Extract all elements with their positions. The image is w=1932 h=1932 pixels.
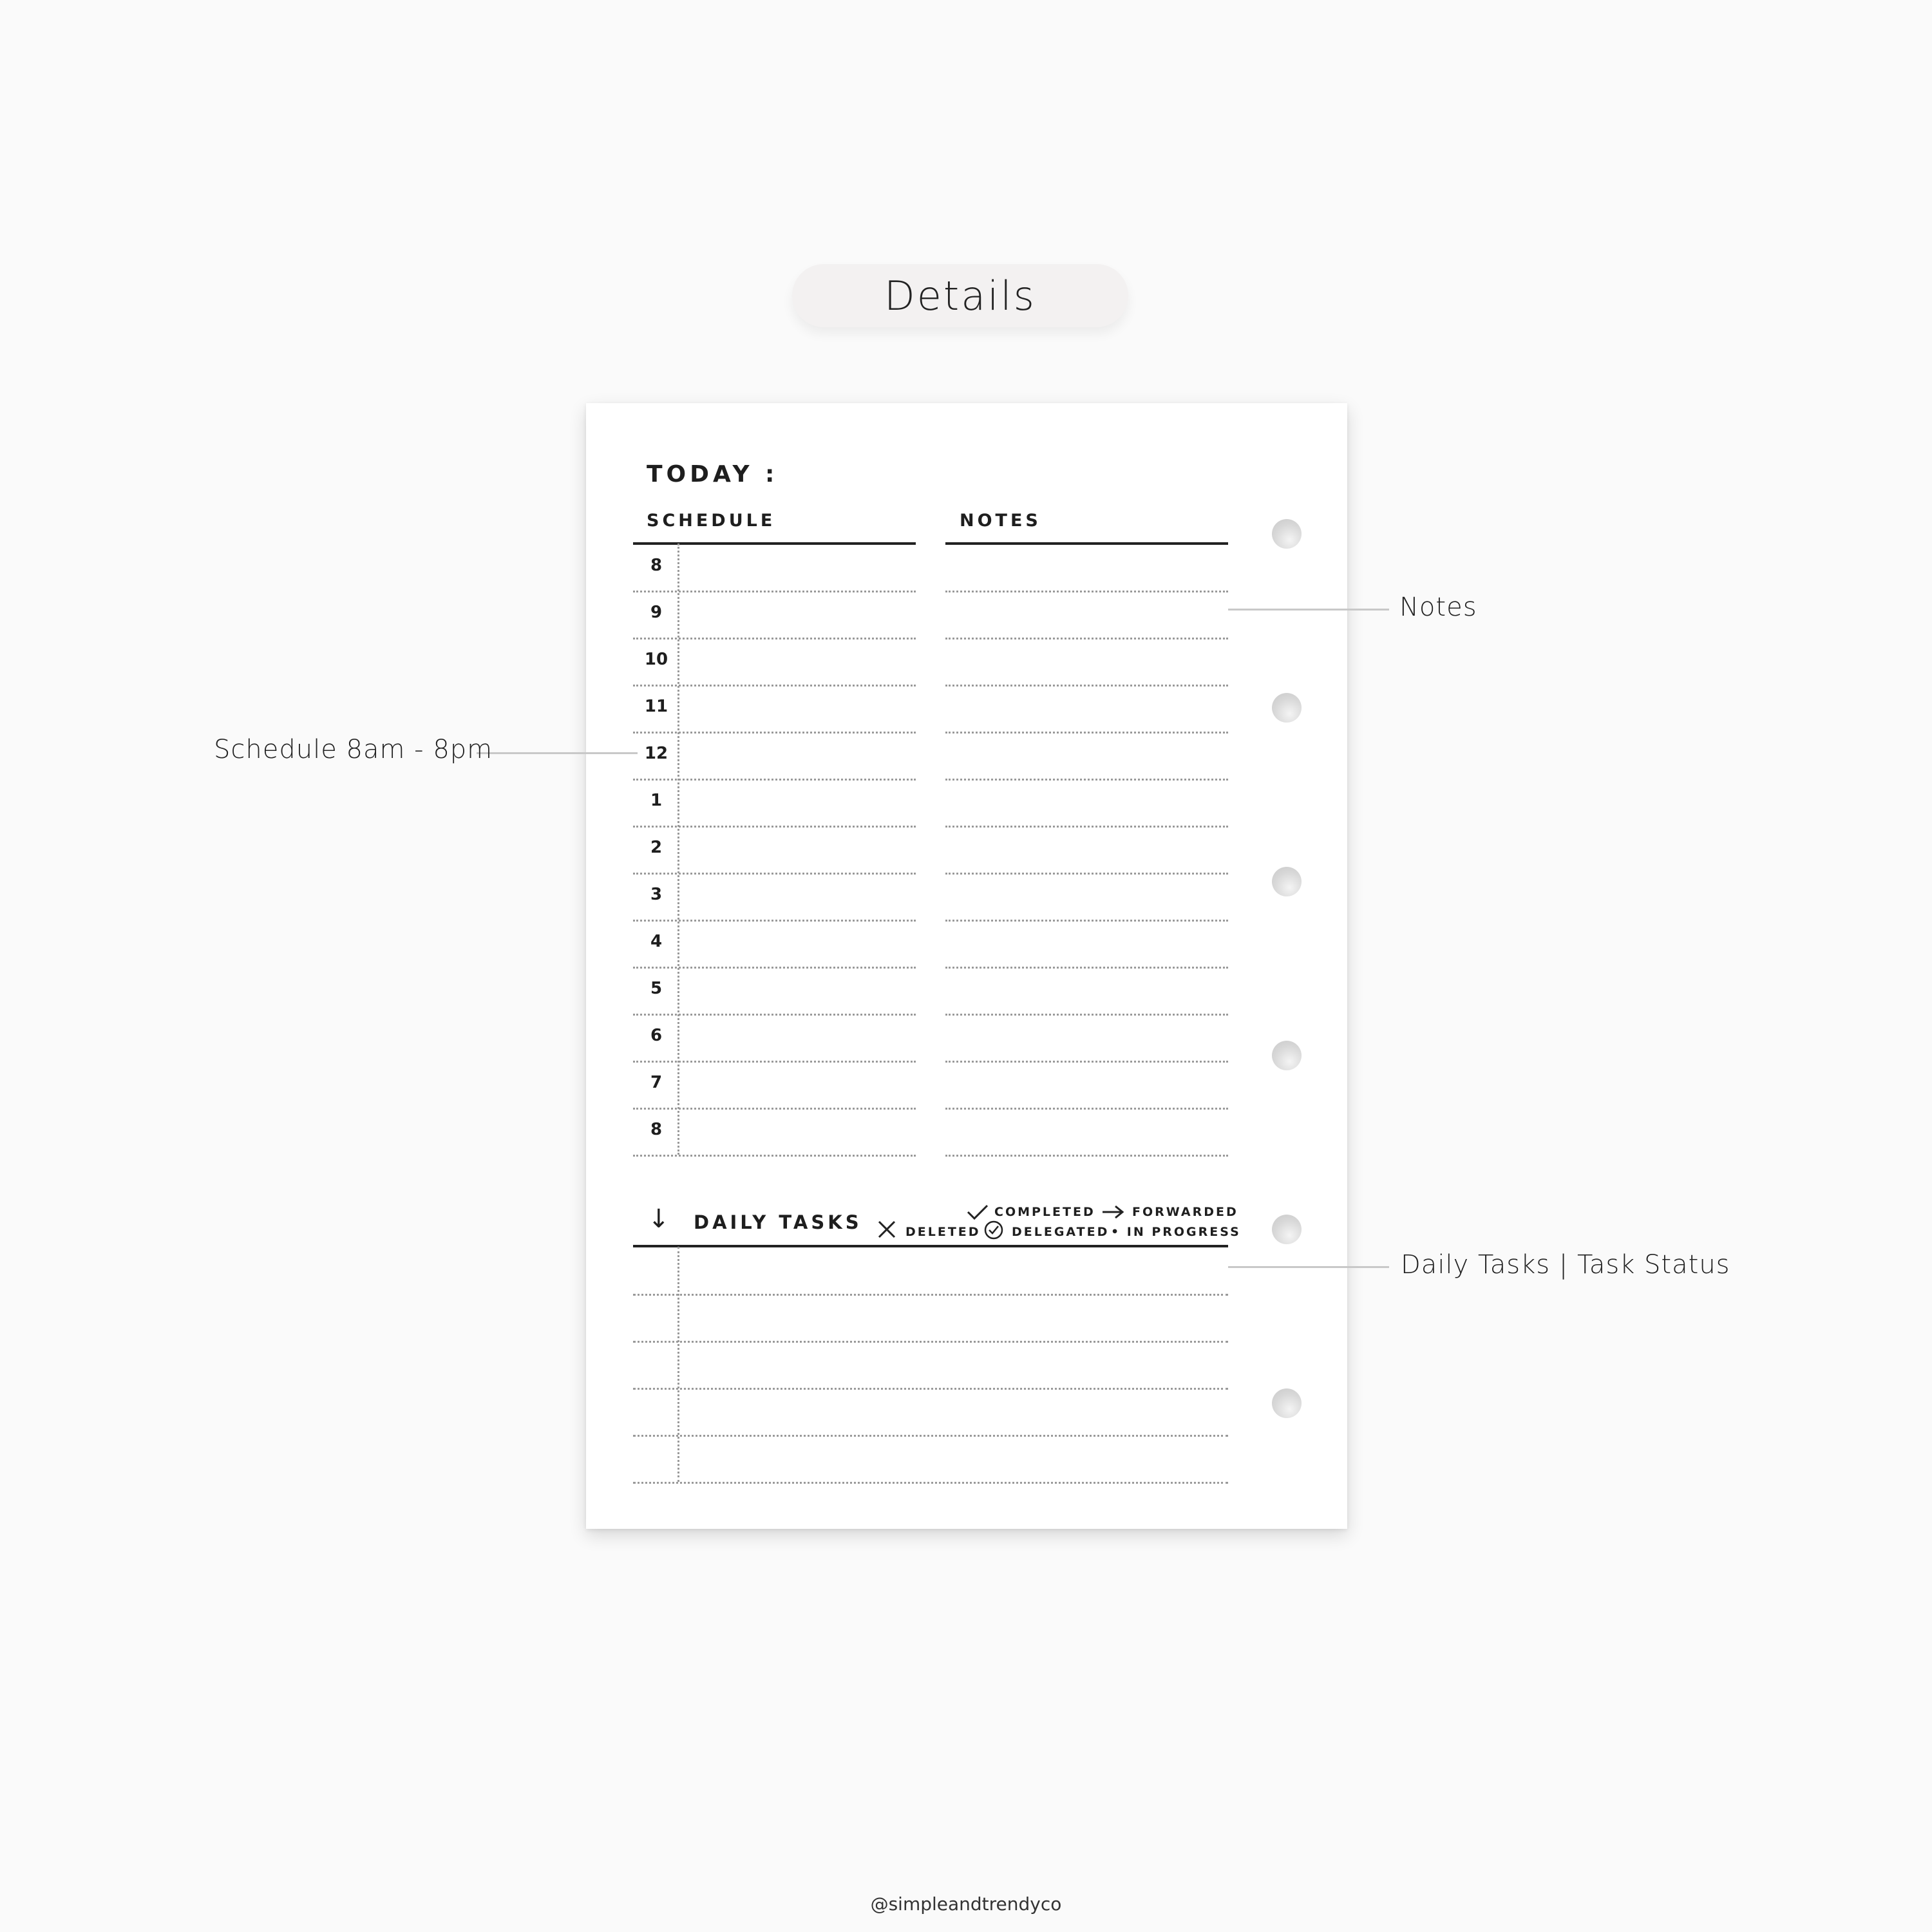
schedule-line <box>633 873 916 875</box>
schedule-hour: 1 <box>650 791 663 810</box>
notes-line <box>945 591 1228 592</box>
task-line <box>633 1482 1228 1484</box>
notes-line <box>945 732 1228 734</box>
page-title: Details <box>884 272 1036 319</box>
notes-line <box>945 638 1228 639</box>
notes-line <box>945 1108 1228 1110</box>
daily-tasks-header: DAILY TASKS <box>694 1211 862 1233</box>
notes-line <box>945 967 1228 969</box>
arrow-right-icon <box>1101 1204 1124 1220</box>
tasks-header-rule <box>633 1245 1228 1247</box>
schedule-line <box>633 826 916 828</box>
schedule-line <box>633 732 916 734</box>
schedule-line <box>633 591 916 592</box>
schedule-header-rule <box>633 542 916 545</box>
task-line <box>633 1435 1228 1437</box>
schedule-leader-line <box>477 752 638 754</box>
planner-page <box>586 403 1347 1529</box>
schedule-hour: 9 <box>650 603 663 622</box>
tasks-divider <box>677 1247 679 1482</box>
notes-line <box>945 1155 1228 1157</box>
notes-line <box>945 779 1228 781</box>
today-label: TODAY : <box>647 461 779 488</box>
notes-line <box>945 1061 1228 1063</box>
schedule-hour: 8 <box>650 1120 663 1139</box>
legend-forwarded: FORWARDED <box>1132 1205 1238 1219</box>
schedule-hour: 5 <box>650 979 663 998</box>
schedule-line <box>633 920 916 922</box>
legend-in-progress: • IN PROGRESS <box>1111 1225 1241 1239</box>
schedule-line <box>633 967 916 969</box>
task-line <box>633 1341 1228 1343</box>
task-line <box>633 1294 1228 1296</box>
schedule-line <box>633 1155 916 1157</box>
schedule-hour: 6 <box>650 1026 663 1045</box>
schedule-hour: 3 <box>650 885 663 904</box>
schedule-header: SCHEDULE <box>647 511 776 531</box>
binder-hole <box>1272 1215 1302 1244</box>
legend-delegated: DELEGATED <box>1012 1225 1110 1239</box>
notes-header: NOTES <box>960 511 1041 531</box>
binder-hole <box>1272 519 1302 549</box>
schedule-line <box>633 1108 916 1110</box>
legend-completed: COMPLETED <box>994 1205 1095 1219</box>
schedule-hour: 7 <box>650 1073 663 1092</box>
binder-hole <box>1272 1041 1302 1070</box>
schedule-line <box>633 1061 916 1063</box>
check-icon <box>967 1204 989 1220</box>
binder-hole <box>1272 693 1302 723</box>
task-line <box>633 1388 1228 1390</box>
notes-leader-line <box>1228 609 1389 611</box>
tasks-annotation: Daily Tasks | Task Status <box>1401 1250 1730 1280</box>
notes-annotation: Notes <box>1399 592 1477 622</box>
schedule-hour: 12 <box>644 744 668 763</box>
schedule-line <box>633 779 916 781</box>
check-circle-icon <box>983 1220 1004 1240</box>
tasks-leader-line <box>1228 1266 1389 1268</box>
x-icon <box>877 1220 896 1239</box>
notes-line <box>945 873 1228 875</box>
schedule-line <box>633 685 916 687</box>
schedule-hour: 4 <box>650 932 663 951</box>
schedule-hour: 2 <box>650 838 663 857</box>
binder-hole <box>1272 1388 1302 1418</box>
schedule-line <box>633 1014 916 1016</box>
footer-handle: @simpleandtrendyco <box>870 1893 1062 1915</box>
legend-deleted: DELETED <box>905 1225 981 1239</box>
notes-line <box>945 1014 1228 1016</box>
down-arrow-icon: ↓ <box>648 1204 670 1234</box>
notes-header-rule <box>945 542 1228 545</box>
schedule-hour: 8 <box>650 556 663 575</box>
notes-line <box>945 826 1228 828</box>
schedule-annotation: Schedule 8am - 8pm <box>214 735 493 764</box>
notes-line <box>945 685 1228 687</box>
schedule-hour: 11 <box>644 697 668 716</box>
binder-hole <box>1272 867 1302 896</box>
schedule-line <box>633 638 916 639</box>
schedule-hour: 10 <box>644 650 668 669</box>
title-pill <box>792 264 1128 327</box>
notes-line <box>945 920 1228 922</box>
